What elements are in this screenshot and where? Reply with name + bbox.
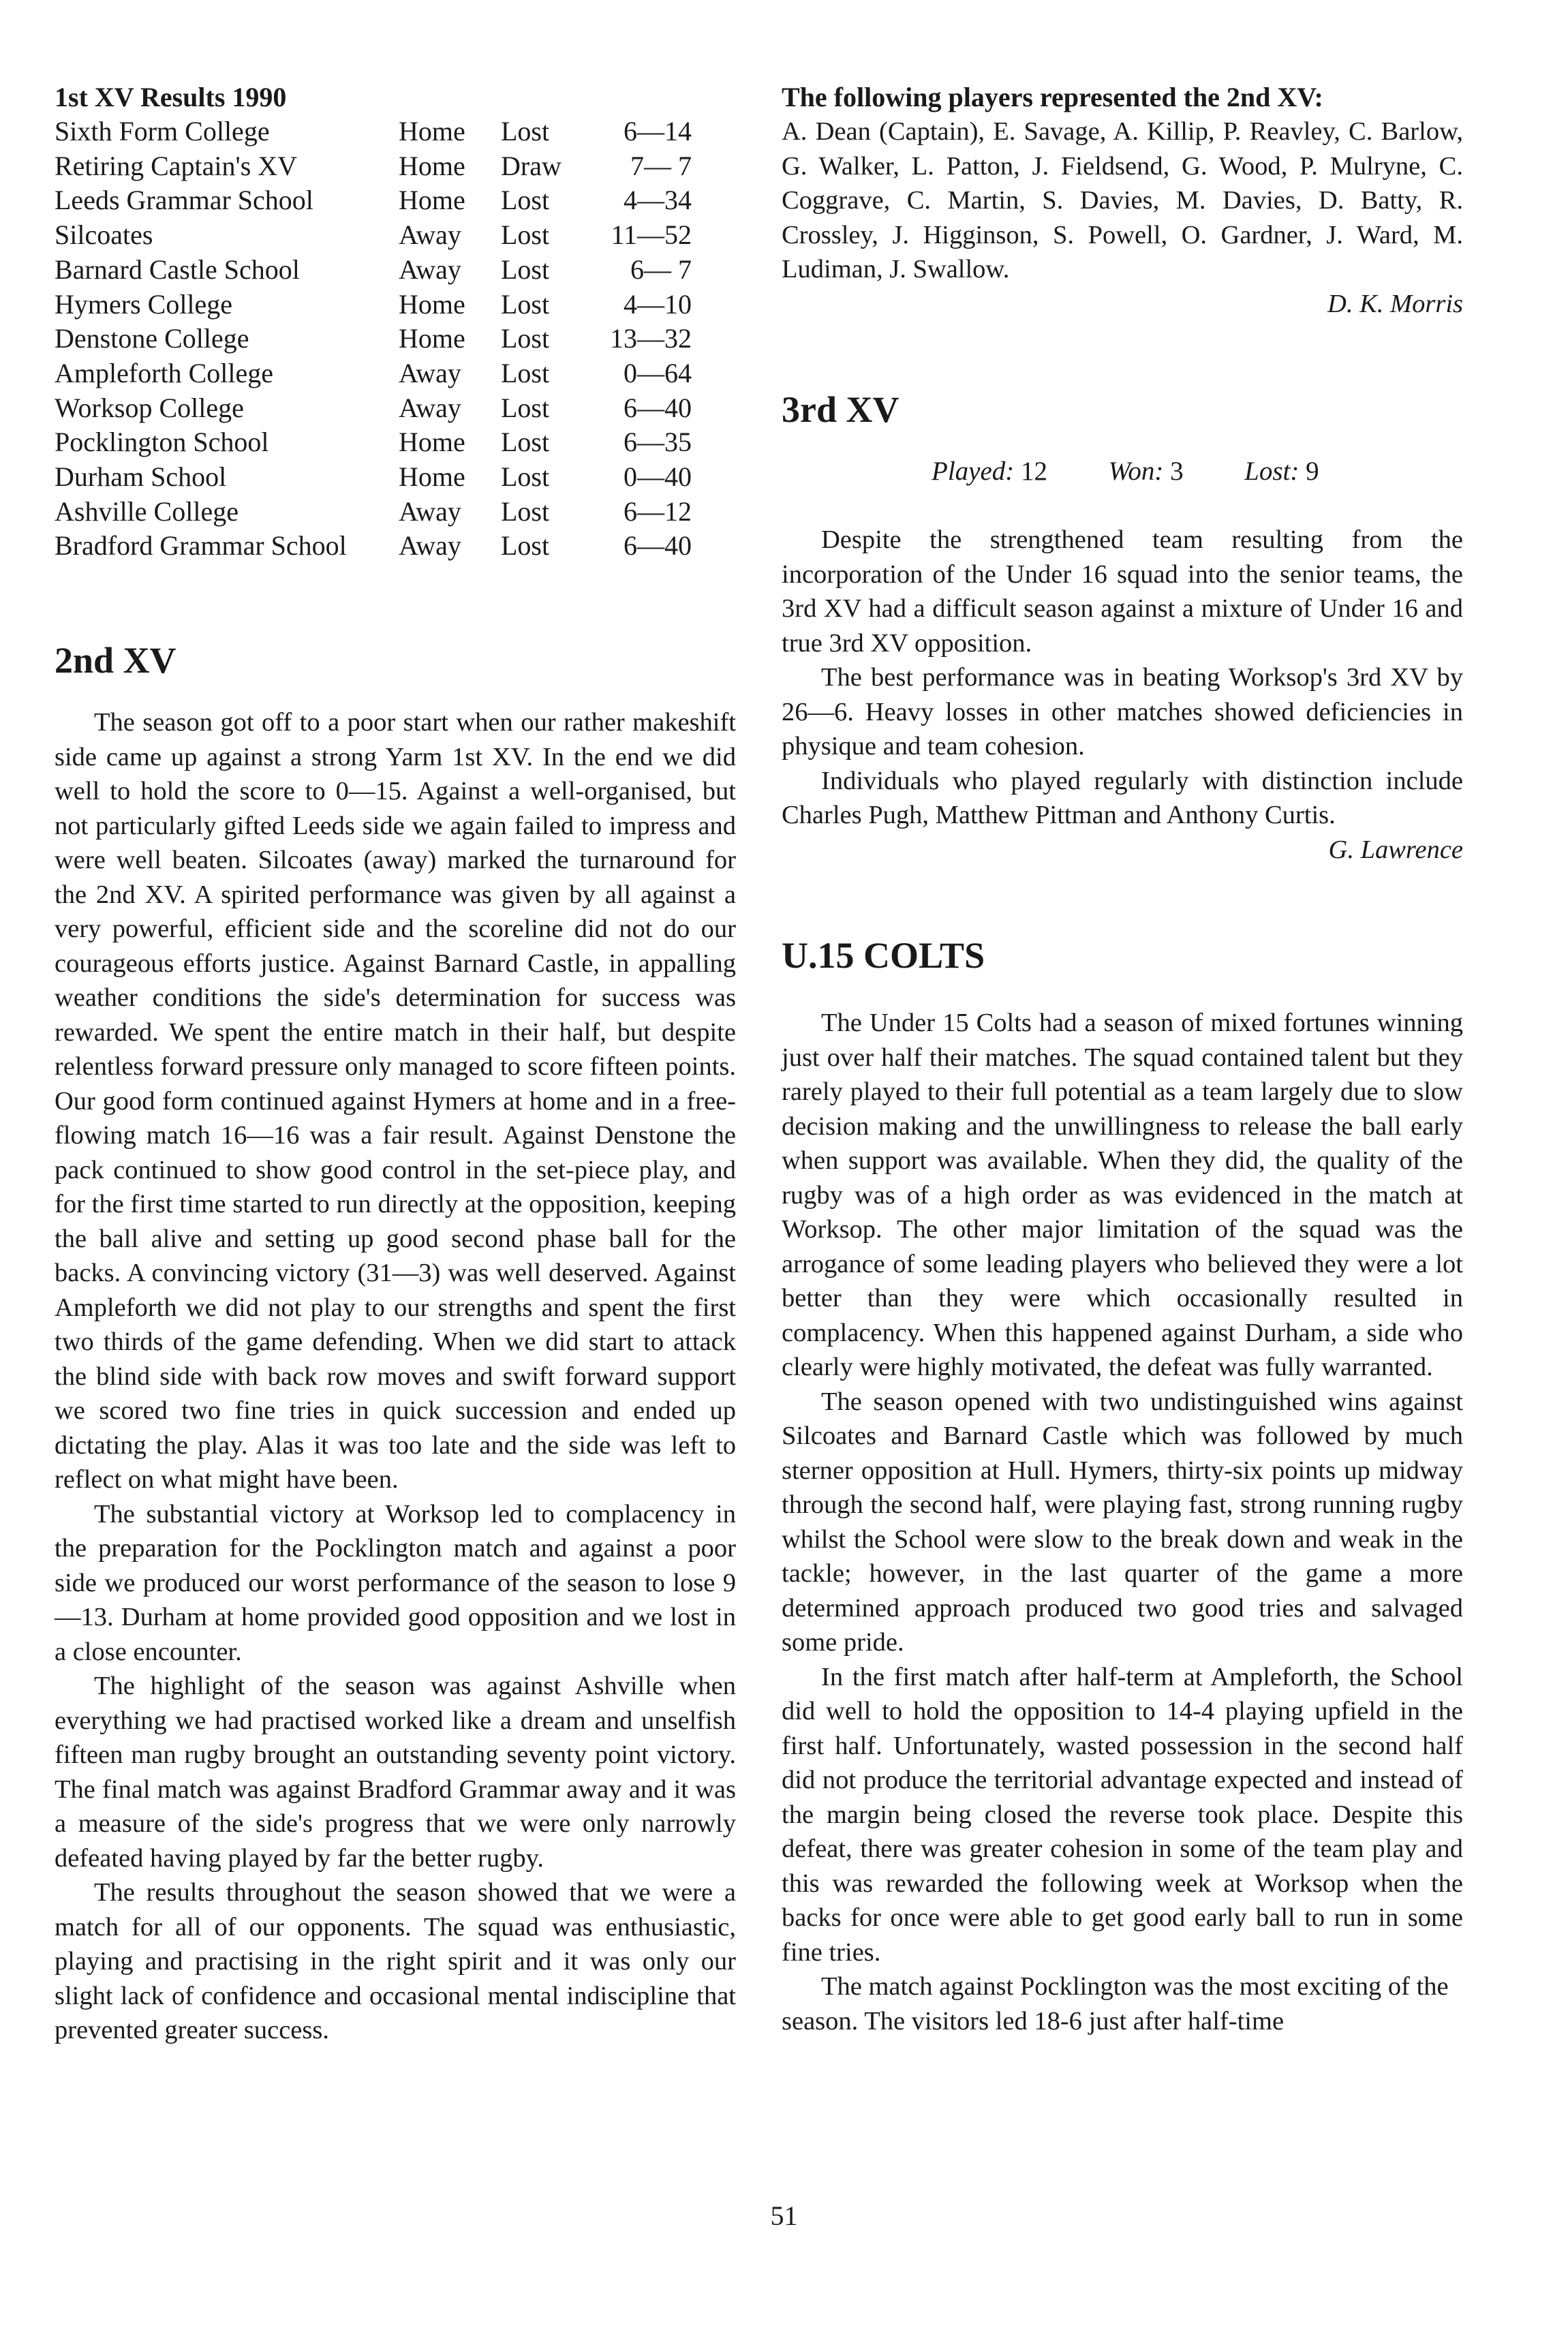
won-label: Won: <box>1108 457 1164 486</box>
results-cell-venue: Away <box>399 254 461 285</box>
results-cell-team: Barnard Castle School <box>55 254 300 285</box>
results-row <box>55 288 692 322</box>
results-row <box>55 391 692 426</box>
won-value: 3 <box>1170 457 1184 486</box>
results-cell-team: Ampleforth College <box>55 357 274 388</box>
results-cell-team: Worksop College <box>55 392 244 423</box>
results-cell-team: Ashville College <box>55 495 239 527</box>
results-cell-score: 6— 7 <box>630 254 692 285</box>
results-cell-score: 7— 7 <box>630 150 692 181</box>
results-cell-score: 4—10 <box>624 288 692 320</box>
results-table <box>55 114 692 564</box>
lost-value: 9 <box>1306 457 1319 486</box>
results-cell-team: Durham School <box>55 461 227 493</box>
results-row <box>55 114 692 149</box>
results-cell-result: Lost <box>501 323 550 354</box>
left-column <box>55 80 736 2048</box>
results-cell-result: Lost <box>501 219 550 251</box>
results-cell-venue: Home <box>399 323 465 354</box>
results-cell-team: Leeds Grammar School <box>55 185 313 216</box>
second-xv-paragraph-3: The highlight of the season was against Ashville when everything we had practised worked like a dream and unselfish fifteen man rugby brought an outstanding seventy point victory. The final match was against Bradford Grammar away and it was a measure of the side's progress that we were only narrowly defeated having played by far the better rugby. <box>55 1672 736 1873</box>
results-cell-result: Lost <box>501 288 550 320</box>
played-label: Played: <box>932 457 1015 486</box>
results-cell-score: 6—14 <box>624 116 692 147</box>
results-cell-team: Denstone College <box>55 323 249 354</box>
second-xv-paragraph-1: The season got off to a poor start when our rather makeshift side came up against a strong Yarm 1st XV. In the end we did well to hold the score to 0—15. Against a well-organised, but not particularly gifted Leeds side we again failed to impress and were well beaten. Silcoates (away) marked the turnaround for the 2nd XV. A spirited performance was given by all against a very powerful, efficient side and the scoreline did not do our courageous efforts justice. Against Barnard Castle, in appalling weather conditions the side's determination for success was rewarded. We spent the entire match in their half, but despite relentless forward pressure only managed to score fifteen points. Our good form continued against Hymers at home and in a free-flowing match 16—16 was a fair result. Against Denstone the pack continued to show good control in the set-piece play, and for the first time started to run directly at the opposition, keeping the ball alive and setting up good second phase ball for the backs. A convincing victory (31—3) was well deserved. Against Ampleforth we did not play to our strengths and spent the first two thirds of the game defending. When we did start to attack the blind side with back row moves and swift forward support we scored two fine tries in quick succession and ended up dictating the play. Alas it was too late and the side was left to reflect on what might have been. <box>55 708 736 1494</box>
results-cell-result: Draw <box>501 150 562 181</box>
results-cell-score: 11—52 <box>611 219 692 251</box>
results-cell-team: Pocklington School <box>55 427 269 458</box>
third-xv-paragraph-3: Individuals who played regularly with distinction include Charles Pugh, Matthew Pittman and Anthony Curtis. <box>782 766 1463 829</box>
results-cell-venue: Away <box>399 495 461 527</box>
third-xv-record <box>782 455 1463 489</box>
results-cell-result: Lost <box>501 392 550 423</box>
results-table-body <box>55 114 692 564</box>
players-list: A. Dean (Captain), E. Savage, A. Killip, P. Reavley, C. Barlow, G. Walker, L. Patton, J. Fieldsend, G. Wood, P. Mulryne, C. Coggrave, C. Martin, S. Davies, M. Davies, D. Batty, R. Crossley, J. Higginson, S. Powell, O. Gardner, J. Ward, M. Ludiman, J. Swallow. <box>782 117 1463 283</box>
u15-paragraph-1: The Under 15 Colts had a season of mixed fortunes winning just over half their matches. The squad contained talent but they rarely played to their full potential as a team largely due to slow decision making and the unwillingness to release the ball early when support was available. When they did, the quality of the rugby was of a high order as was evidenced in the match at Worksop. The other major limitation of the squad was the arrogance of some leading players who believed they were a lot better than they were which occasionally resulted in complacency. When this happened against Durham, a side who clearly were highly motivated, the defeat was fully warranted. <box>782 1009 1463 1381</box>
results-cell-venue: Home <box>399 150 465 181</box>
results-cell-result: Lost <box>501 427 550 458</box>
results-cell-result: Lost <box>501 116 550 147</box>
page-number: 51 <box>770 2200 798 2231</box>
results-cell-venue: Home <box>399 185 465 216</box>
results-cell-venue: Home <box>399 288 465 320</box>
results-cell-venue: Home <box>399 461 465 493</box>
results-cell-team: Retiring Captain's XV <box>55 150 298 181</box>
results-row <box>55 425 692 460</box>
results-cell-team: Silcoates <box>55 219 153 251</box>
results-cell-team: Bradford Grammar School <box>55 530 347 562</box>
third-xv-heading: 3rd XV <box>782 389 900 430</box>
lost-label: Lost: <box>1244 457 1300 486</box>
results-cell-result: Lost <box>501 185 550 216</box>
results-cell-team: Hymers College <box>55 288 233 320</box>
results-row <box>55 149 692 184</box>
results-cell-result: Lost <box>501 530 550 562</box>
results-cell-team: Sixth Form College <box>55 116 270 147</box>
second-xv-paragraph-4: The results throughout the season showed that we were a match for all of our opponents. The squad was enthusiastic, playing and practising in the right spirit and it was only our slight lack of confidence and occasional mental indiscipline that prevented greater success. <box>55 1878 736 2045</box>
results-cell-result: Lost <box>501 461 550 493</box>
results-cell-venue: Away <box>399 530 461 562</box>
results-cell-venue: Home <box>399 116 465 147</box>
second-xv-paragraph-2: The substantial victory at Worksop led to complacency in the preparation for the Pocklington match and against a poor side we produced our worst performance of the season to lose 9—13. Durham at home provided good opposition and we lost in a close encounter. <box>55 1499 736 1666</box>
results-cell-score: 0—64 <box>624 357 692 388</box>
results-cell-venue: Away <box>399 219 461 251</box>
results-row <box>55 460 692 495</box>
results-row <box>55 356 692 391</box>
results-cell-score: 6—40 <box>624 530 692 562</box>
third-xv-signature: G. Lawrence <box>1328 835 1463 864</box>
right-column <box>782 80 1463 2038</box>
players-title: The following players represented the 2nd XV: <box>782 82 1323 112</box>
results-cell-result: Lost <box>501 254 550 285</box>
results-cell-score: 0—40 <box>624 461 692 493</box>
third-xv-paragraph-2: The best performance was in beating Worksop's 3rd XV by 26—6. Heavy losses in other matches showed deficiencies in physique and team cohesion. <box>782 663 1463 761</box>
results-cell-score: 4—34 <box>624 185 692 216</box>
results-cell-score: 6—12 <box>624 495 692 527</box>
results-cell-venue: Away <box>399 357 461 388</box>
u15-heading: U.15 COLTS <box>782 935 985 976</box>
results-row <box>55 218 692 253</box>
results-cell-score: 6—35 <box>624 427 692 458</box>
second-xv-signature: D. K. Morris <box>1327 289 1463 318</box>
results-row <box>55 253 692 288</box>
results-cell-venue: Home <box>399 427 465 458</box>
second-xv-heading: 2nd XV <box>55 640 176 681</box>
third-xv-paragraph-1: Despite the strengthened team resulting from the incorporation of the Under 16 squad into the senior teams, the 3rd XV had a difficult season against a mixture of Under 16 and true 3rd XV opposition. <box>782 525 1463 658</box>
played-value: 12 <box>1021 457 1048 486</box>
u15-paragraph-2: The season opened with two undistinguished wins against Silcoates and Barnard Castle which was followed by much sterner opposition at Hull. Hymers, thirty-six points up midway through the second half, were playing fast, strong running rugby whilst the School were slow to the break down and weak in the tackle; however, in the last quarter of the game a more determined approach produced two good tries and salvaged some pride. <box>782 1387 1463 1657</box>
results-cell-score: 6—40 <box>624 392 692 423</box>
u15-paragraph-4: The match against Pocklington was the most exciting of the season. The visitors led 18-6 just after half-time <box>782 1972 1449 2036</box>
u15-paragraph-3: In the first match after half-term at Ampleforth, the School did well to hold the opposition to 14-4 playing upfield in the first half. Unfortunately, wasted possession in the second half did not produce the territorial advantage expected and instead of the margin being closed the reverse took place. Despite this defeat, there was greater cohesion in some of the team play and this was rewarded the following week at Worksop when the backs for once were able to get good early ball to run in some fine tries. <box>782 1662 1463 1967</box>
results-row <box>55 529 692 564</box>
results-cell-result: Lost <box>501 495 550 527</box>
results-cell-venue: Away <box>399 392 461 423</box>
results-title: 1st XV Results 1990 <box>55 82 287 112</box>
results-cell-score: 13—32 <box>610 323 692 354</box>
results-row <box>55 495 692 529</box>
results-row <box>55 183 692 218</box>
results-row <box>55 322 692 356</box>
results-cell-result: Lost <box>501 357 550 388</box>
